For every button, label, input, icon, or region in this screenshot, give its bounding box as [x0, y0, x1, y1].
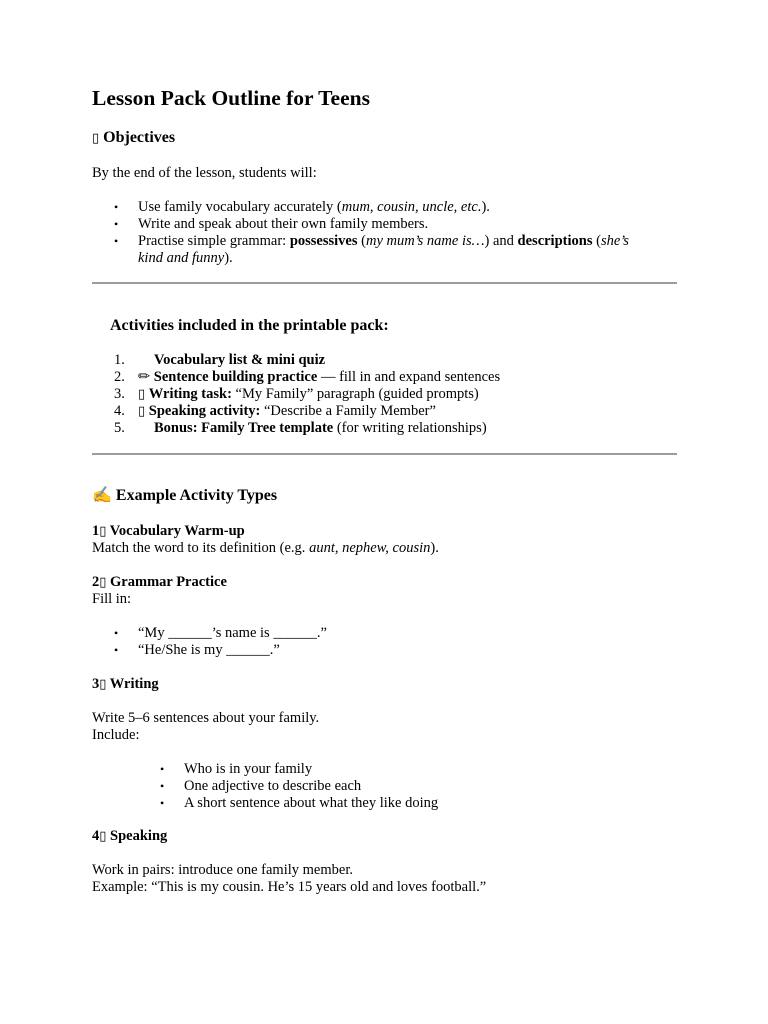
keycap-icon: ▯ — [99, 677, 107, 692]
list-item: • Practise simple grammar: possessives (my mum’s name is…) and descriptions (she’s kind and funny). — [92, 233, 677, 267]
list-item: • “My ______’s name is ______.” — [92, 625, 327, 642]
speaking-instruction: Work in pairs: introduce one family member. — [92, 862, 353, 878]
list-item: • Write and speak about their own family members. — [92, 216, 677, 233]
list-item: 5. Bonus: Family Tree template (for writing relationships) — [114, 420, 487, 436]
activities-heading: Activities included in the printable pack: — [110, 317, 389, 334]
grammar-intro: Fill in: — [92, 591, 132, 607]
writing-include: Include: — [92, 727, 140, 743]
writing-list — [92, 761, 438, 812]
section-divider — [92, 453, 677, 455]
objectives-intro: By the end of the lesson, students will: — [92, 165, 317, 181]
list-item: • A short sentence about what they like doing — [92, 795, 438, 812]
grammar-list — [92, 625, 327, 659]
list-item: • Use family vocabulary accurately (mum, cousin, uncle, etc.). — [92, 199, 677, 216]
objectives-icon: ▯ — [92, 131, 100, 146]
examples-heading — [92, 486, 277, 506]
list-item: 2. ✏ Sentence building practice — fill in and expand sentences — [114, 369, 501, 385]
list-item: 3. ▯ Writing task: “My Family” paragraph (guided prompts) — [114, 386, 479, 402]
section-divider — [92, 282, 677, 284]
writing-title: 3▯ Writing — [92, 676, 159, 692]
keycap-icon: ▯ — [99, 575, 107, 590]
vocab-instruction: Match the word to its definition (e.g. aunt, nephew, cousin). — [92, 540, 439, 556]
vocab-title: 1▯ Vocabulary Warm-up — [92, 523, 245, 539]
examples-heading-text: Example Activity Types — [115, 487, 278, 504]
objectives-heading-text: Objectives — [103, 129, 176, 146]
objectives-heading — [92, 128, 175, 149]
list-item: • One adjective to describe each — [92, 778, 438, 795]
writing-icon: ▯ — [138, 387, 146, 402]
writing-instruction: Write 5–6 sentences about your family. — [92, 710, 320, 726]
list-item: 4. ▯ Speaking activity: “Describe a Family Member” — [114, 403, 436, 419]
list-item: • Who is in your family — [92, 761, 438, 778]
writing-hand-icon: ✍ — [92, 487, 112, 504]
objectives-list — [92, 199, 677, 267]
pencil-icon: ✏ — [138, 369, 151, 385]
speaking-icon: ▯ — [138, 404, 146, 419]
grammar-title: 2▯ Grammar Practice — [92, 574, 227, 590]
list-item: • “He/She is my ______.” — [92, 642, 327, 659]
page-title: Lesson Pack Outline for Teens — [92, 86, 370, 110]
list-item: 1. Vocabulary list & mini quiz — [114, 352, 326, 368]
keycap-icon: ▯ — [99, 829, 107, 844]
activities-list — [92, 352, 500, 437]
keycap-icon: ▯ — [99, 524, 107, 539]
speaking-title: 4▯ Speaking — [92, 828, 168, 844]
speaking-example: Example: “This is my cousin. He’s 15 years old and loves football.” — [92, 879, 487, 895]
